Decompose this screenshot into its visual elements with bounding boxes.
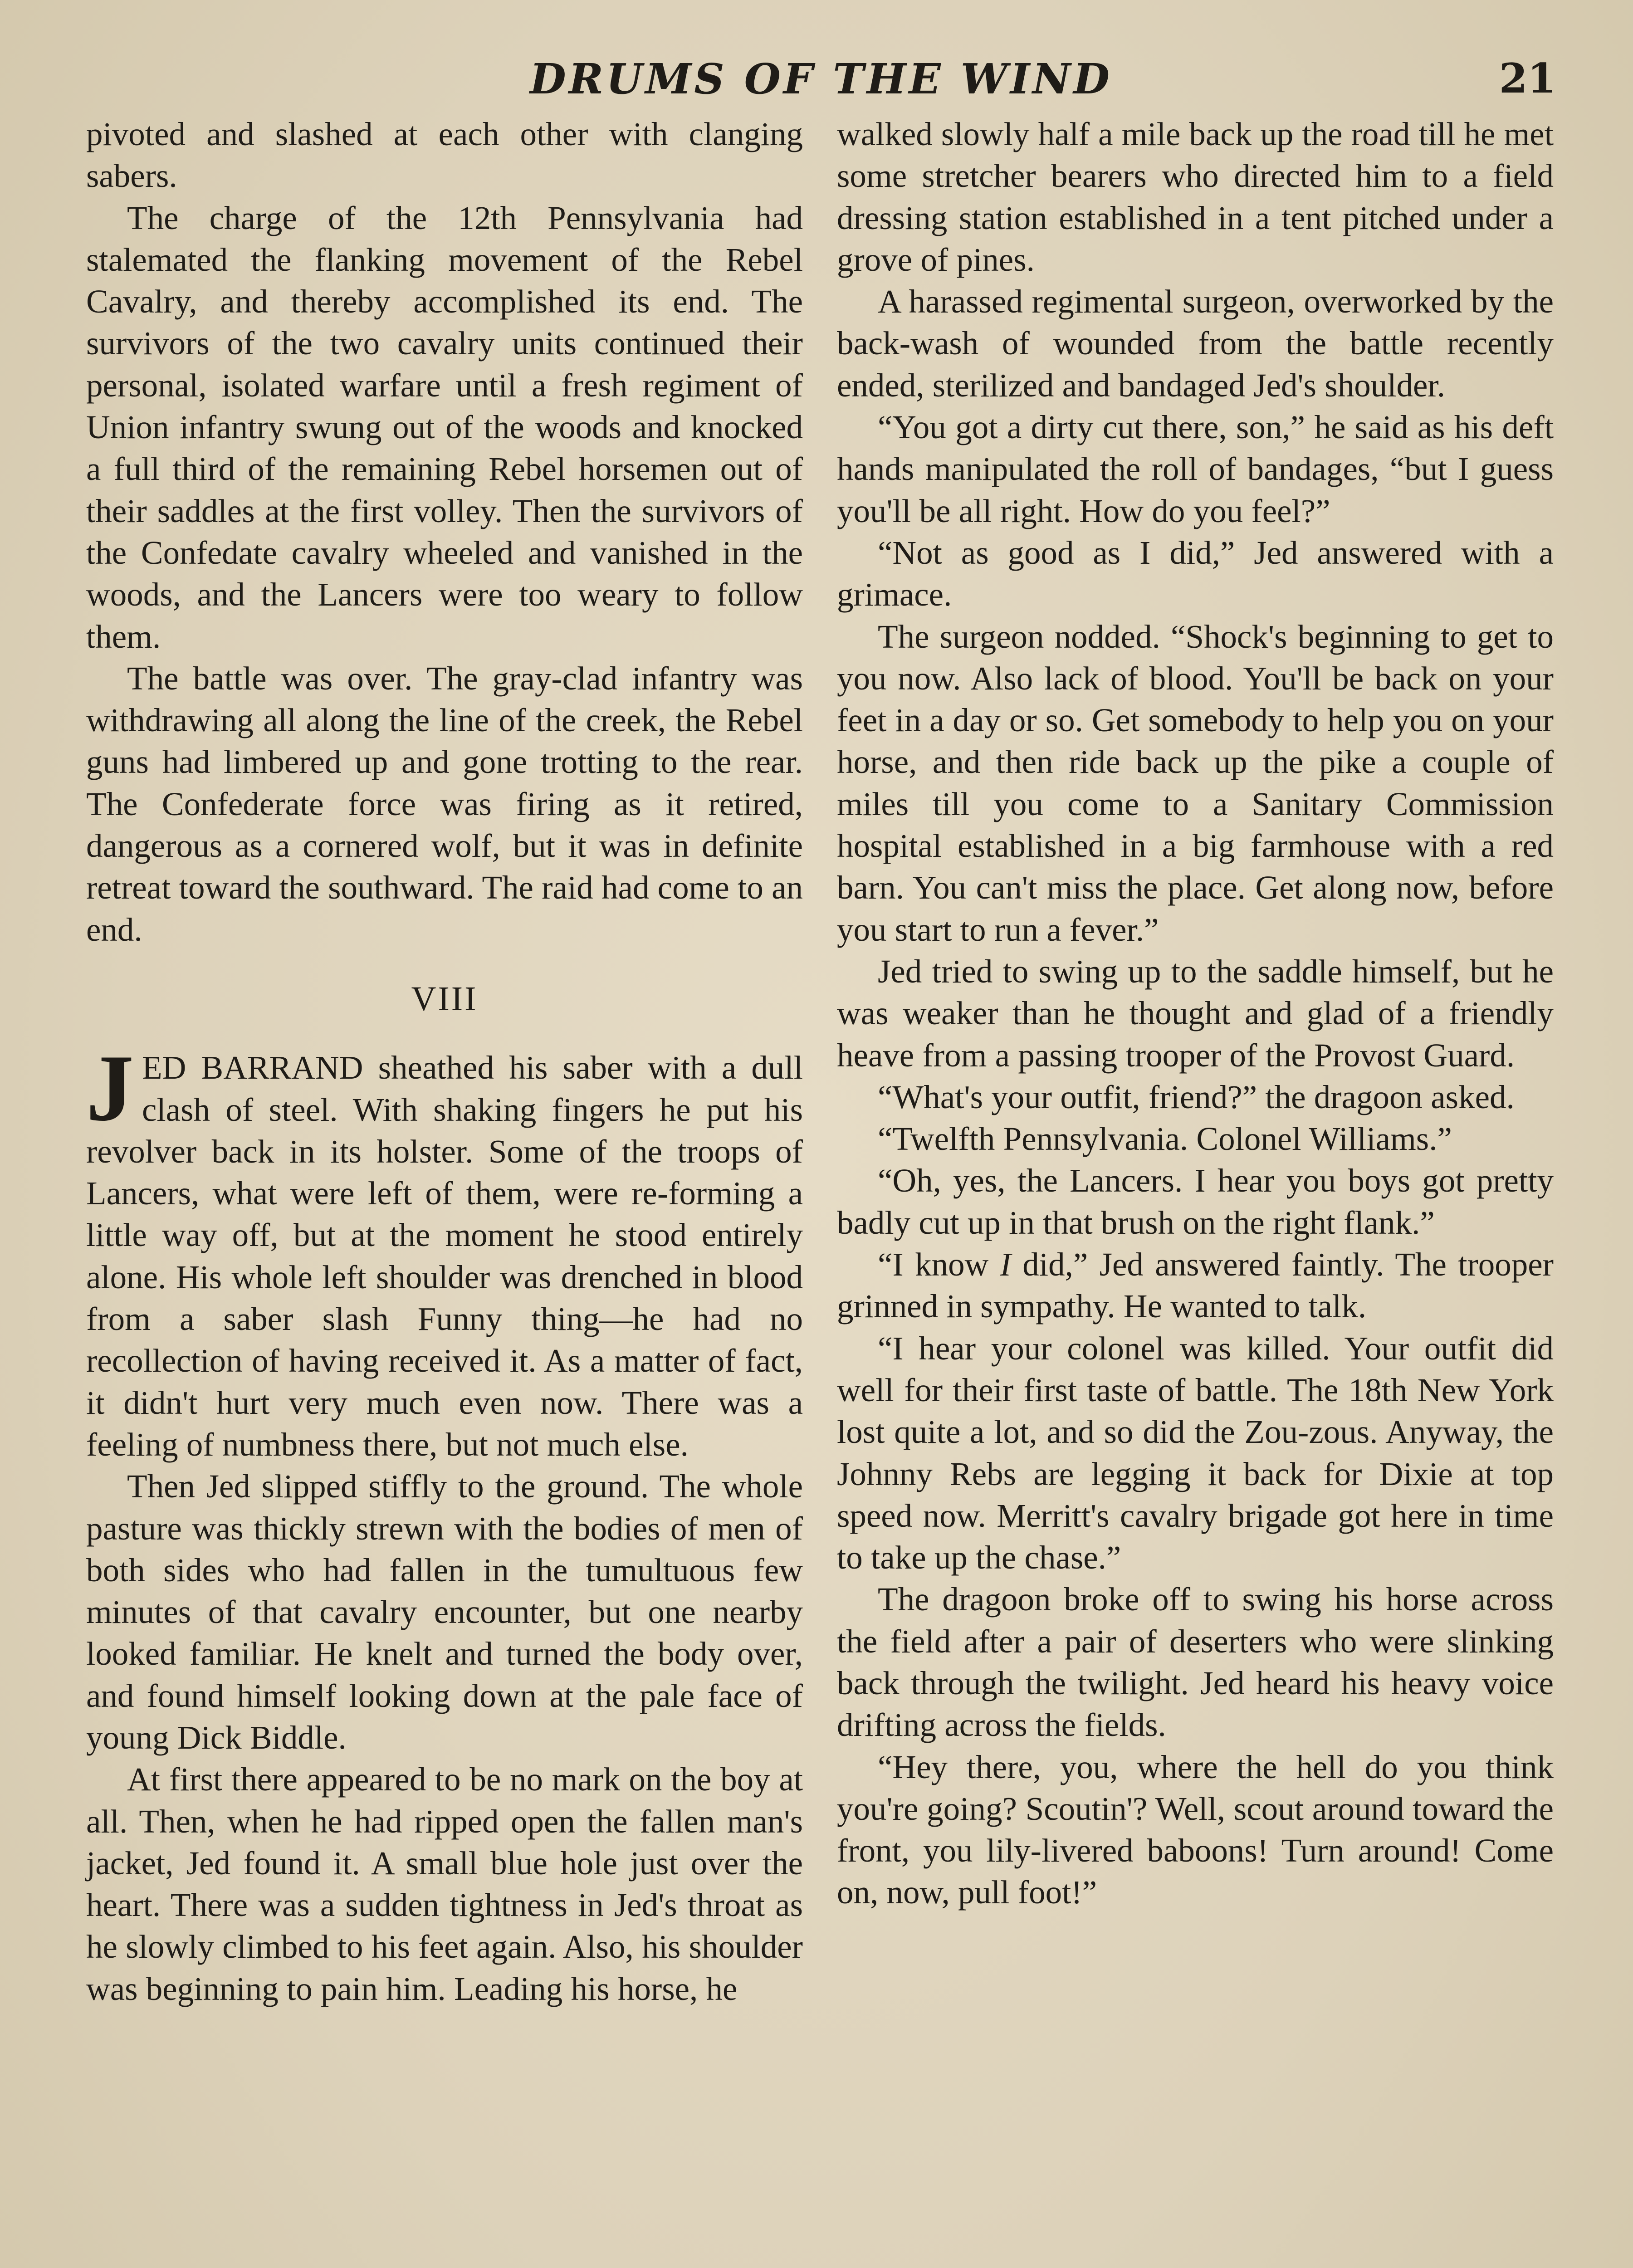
- running-title: DRUMS OF THE WIND: [529, 54, 1113, 103]
- paragraph: A harassed regimental surgeon, overworked by the back-wash of wounded from the battle recently ended, sterilized and bandaged Jed's shoulder.: [837, 283, 1554, 404]
- paragraph-text: “I know: [878, 1246, 1000, 1283]
- paragraph: Then Jed slipped stiffly to the ground. The whole pasture was thickly strewn with the bodies of men of both sides who had fallen in the tumultuous few minutes of that cavalry encounter, but one nearby looked familiar. He knelt and turned the body over, and found himself looking down at the pale face of young Dick Biddle.: [86, 1468, 803, 1756]
- paragraph: The surgeon nodded. “Shock's beginning to get to you now. Also lack of blood. You'll be back on your feet in a day or so. Get somebody to help you on your horse, and then ride back up the pike a couple of miles till you come to a Sanitary Commission hospital established in a big farmhouse with a red barn. You can't miss the place. Get along now, before you start to run a fever.”: [837, 618, 1554, 948]
- paragraph: [837, 1244, 1554, 1328]
- paragraph: walked slowly half a mile back up the road till he met some stretcher bearers who directed him to a field dressing station established in a tent pitched under a grove of pines.: [837, 116, 1554, 278]
- paragraph: The dragoon broke off to swing his horse across the field after a pair of deserters who were slinking back through the twilight. Jed heard his heavy voice drifting across the fields.: [837, 1581, 1554, 1744]
- paragraph: “What's your outfit, friend?” the dragoon asked.: [878, 1078, 1515, 1115]
- paragraph: “Oh, yes, the Lancers. I hear you boys got pretty badly cut up in that brush on the right flank.”: [837, 1162, 1554, 1241]
- paragraph: “You got a dirty cut there, son,” he said as his deft hands manipulated the roll of bandages, “but I guess you'll be all right. How do you feel?”: [837, 409, 1554, 529]
- paragraph: “Hey there, you, where the hell do you think you're going? Scoutin'? Well, scout around toward the front, you lily-livered baboons! Turn around! Come on, now, pull foot!”: [837, 1748, 1554, 1911]
- page-number: 21: [1499, 54, 1556, 103]
- paragraph-text: did,” Jed answered faintly. The trooper grinned in sympathy. He wanted to talk.: [837, 1246, 1554, 1325]
- paragraph: pivoted and slashed at each other with clanging sabers.: [86, 116, 803, 195]
- paragraph: “Twelfth Pennsylvania. Colonel Williams.”: [878, 1120, 1452, 1158]
- paragraph: At first there appeared to be no mark on the boy at all. Then, when he had ripped open the fallen man's jacket, Jed found it. A small blue hole just over the heart. There was a sudden tightness in Jed's throat as he slowly climbed to his feet again. Also, his shoulder was beginning to pain him. Leading his horse, he: [86, 1761, 803, 2007]
- paragraph: “Not as good as I did,” Jed answered with a grimace.: [837, 534, 1554, 613]
- page-header: [86, 54, 1556, 113]
- paragraph: “I hear your colonel was killed. Your outfit did well for their first taste of battle. The 18th New York lost quite a lot, and so did the Zou-zous. Anyway, the Johnny Rebs are legging it back for Dixie at top speed now. Merritt's cavalry brigade got here in time to take up the chase.”: [837, 1330, 1554, 1576]
- paragraph: The charge of the 12th Pennsylvania had stalemated the flanking movement of the Rebel Cavalry, and thereby accomplished its end. The survivors of the two cavalry units continued their personal, isolated warfare until a fresh regiment of Union infantry swung out of the woods and knocked a full third of the remaining Rebel horsemen out of their saddles at the first volley. Then the survivors of the Confedate cavalry wheeled and vanished in the woods, and the Lancers were too weary to follow them.: [86, 199, 803, 655]
- paragraph-text: ED BARRAND sheathed his saber with a dull clash of steel. With shaking fingers he put his revolver back in its holster. Some of the troops of Lancers, what were left of them, were re-forming a little way off, but at the moment he stood entirely alone. His whole left shoulder was drenched in blood from a saber slash Funny thing—he had no recollection of having received it. As a matter of fact, it didn't hurt very much even now. There was a feeling of numbness there, but not much else.: [86, 1049, 803, 1463]
- paragraph: The battle was over. The gray-clad infantry was withdrawing all along the line of the creek, the Rebel guns had limbered up and gone trotting to the rear. The Confederate force was firing as it retired, dangerous as a cornered wolf, but it was in definite retreat toward the southward. The raid had come to an end.: [86, 660, 803, 948]
- paragraph: Jed tried to swing up to the saddle himself, but he was weaker than he thought and glad of a friendly heave from a passing trooper of the Provost Guard.: [837, 953, 1554, 1074]
- italic-word: I: [1000, 1246, 1011, 1283]
- left-column: [86, 113, 803, 2010]
- chapter-heading: VIII: [411, 979, 478, 1018]
- drop-cap: J: [86, 1036, 134, 1141]
- chapter-opening-paragraph: [86, 1036, 803, 1466]
- right-column: [837, 113, 1554, 1914]
